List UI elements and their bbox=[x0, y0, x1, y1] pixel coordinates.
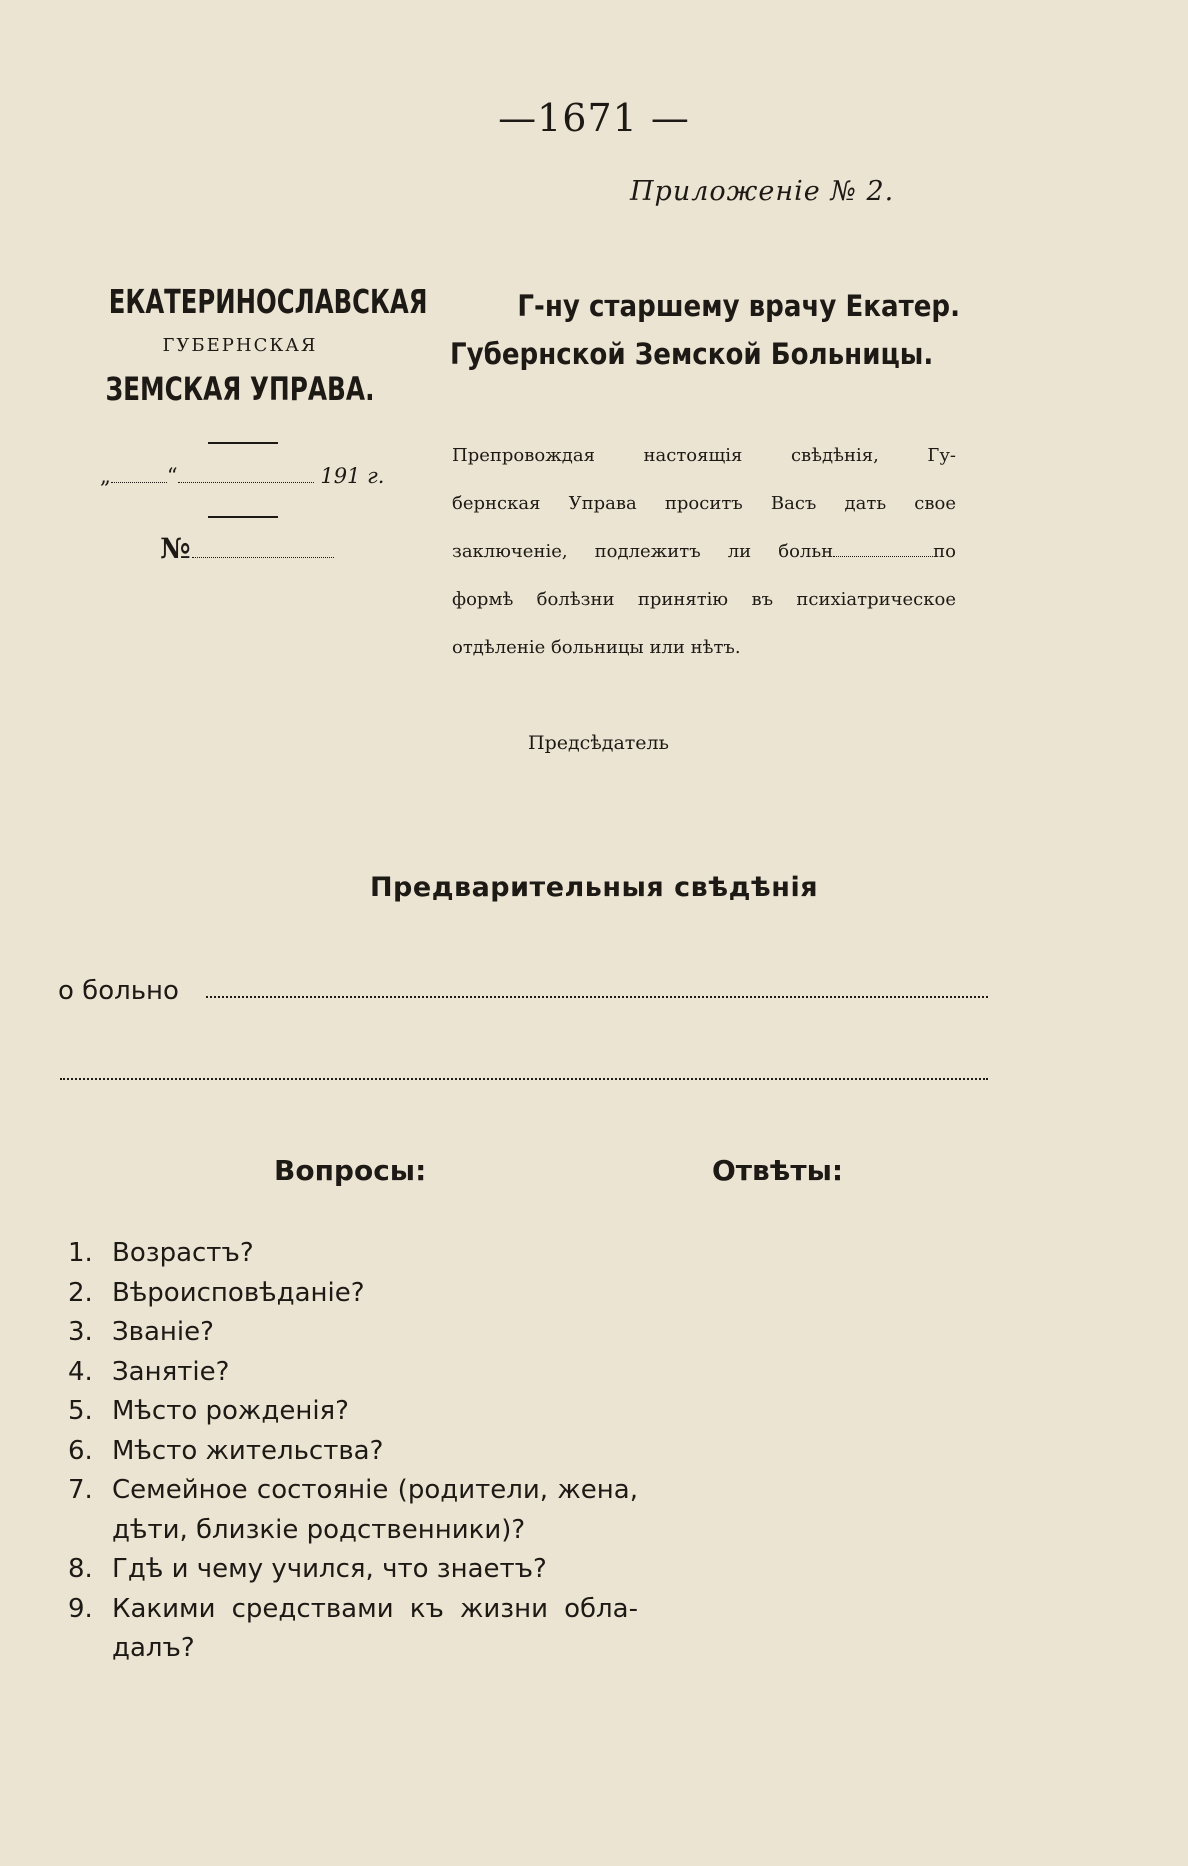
addressee-line-2: Губернской Земской Больницы. bbox=[450, 337, 934, 371]
letter-line-1: Препровождая настоящія свѣдѣнія, Гу- bbox=[452, 445, 956, 466]
patient-label: о больно bbox=[58, 976, 179, 1006]
questions-list bbox=[68, 1234, 638, 1669]
appendix-label: Приложеніе № 2. bbox=[630, 176, 895, 207]
date-open-quote: „ bbox=[100, 464, 111, 488]
patient-blank bbox=[833, 556, 933, 557]
question-item-continuation bbox=[68, 1629, 638, 1669]
date-month-blank bbox=[178, 480, 314, 483]
questions-header: Вопросы: bbox=[274, 1154, 427, 1187]
question-item bbox=[68, 1353, 638, 1393]
number-blank bbox=[192, 557, 334, 558]
question-item bbox=[68, 1313, 638, 1353]
question-item bbox=[68, 1471, 638, 1511]
date-mid-quote: “ bbox=[166, 464, 178, 488]
sender-line-2: ГУБЕРНСКАЯ bbox=[162, 335, 318, 356]
question-text: Мѣсто жительства? bbox=[112, 1435, 384, 1466]
addressee-line-1: Г-ну старшему врачу Екатер. bbox=[517, 289, 960, 323]
patient-extra-blank bbox=[60, 1078, 988, 1080]
letter-line-5: отдѣленіе больницы или нѣтъ. bbox=[452, 637, 741, 658]
question-number: 5. bbox=[68, 1396, 93, 1426]
question-text: Возрастъ? bbox=[112, 1238, 254, 1268]
question-item bbox=[68, 1274, 638, 1314]
question-text: Занятіе? bbox=[112, 1356, 230, 1387]
question-number: 2. bbox=[68, 1277, 93, 1308]
sender-line-1: ЕКАТЕРИНОСЛАВСКАЯ bbox=[108, 282, 428, 321]
question-item bbox=[68, 1432, 638, 1472]
date-day-blank bbox=[111, 480, 167, 483]
question-number: 7. bbox=[68, 1475, 93, 1505]
question-item bbox=[68, 1392, 638, 1432]
date-year: 191 г. bbox=[320, 464, 385, 488]
letter-line-3-start: заключеніе, подлежитъ ли больн bbox=[452, 541, 834, 562]
question-item bbox=[68, 1234, 638, 1274]
patient-name-blank bbox=[206, 996, 988, 998]
reference-number bbox=[160, 532, 334, 565]
divider-top bbox=[208, 442, 278, 444]
letter-line-3-end: по bbox=[933, 541, 956, 562]
question-text: Мѣсто рожденія? bbox=[112, 1396, 349, 1426]
question-text: Вѣроисповѣданіе? bbox=[112, 1277, 365, 1308]
letter-line-4: формѣ болѣзни принятію въ психіатрическое bbox=[452, 589, 956, 610]
section-title: Предварительныя свѣдѣнія bbox=[369, 872, 819, 903]
question-text: Семейное состояніе (родители, жена, bbox=[112, 1475, 638, 1505]
answers-header: Отвѣты: bbox=[712, 1154, 844, 1187]
letter-line-3 bbox=[452, 528, 956, 576]
question-item bbox=[68, 1590, 638, 1630]
question-text: Какими средствами къ жизни обла- bbox=[112, 1593, 638, 1624]
question-number: 1. bbox=[68, 1238, 93, 1268]
question-text: Званіе? bbox=[112, 1317, 214, 1347]
question-number: 9. bbox=[68, 1593, 93, 1624]
question-text-continuation: далъ? bbox=[112, 1633, 195, 1663]
chairman-signature: Предсѣдатель bbox=[528, 732, 669, 754]
page-number: —1671 — bbox=[498, 96, 690, 140]
question-number: 4. bbox=[68, 1356, 93, 1387]
sender-line-3: ЗЕМСКАЯ УПРАВА. bbox=[105, 370, 375, 408]
cover-letter bbox=[452, 432, 956, 672]
number-sign: № bbox=[160, 532, 191, 565]
question-text: Гдѣ и чему учился, что знаетъ? bbox=[112, 1554, 547, 1584]
sender-block bbox=[80, 282, 428, 408]
question-number: 8. bbox=[68, 1554, 93, 1584]
question-number: 3. bbox=[68, 1317, 93, 1347]
question-number: 6. bbox=[68, 1435, 93, 1466]
question-item-continuation bbox=[68, 1511, 638, 1551]
question-item bbox=[68, 1550, 638, 1590]
date-line bbox=[100, 464, 384, 488]
letter-line-2: бернская Управа проситъ Васъ дать свое bbox=[452, 493, 956, 514]
divider-bottom bbox=[208, 516, 278, 518]
addressee-block bbox=[450, 282, 960, 378]
question-text-continuation: дѣти, близкіе родственники)? bbox=[112, 1514, 526, 1545]
